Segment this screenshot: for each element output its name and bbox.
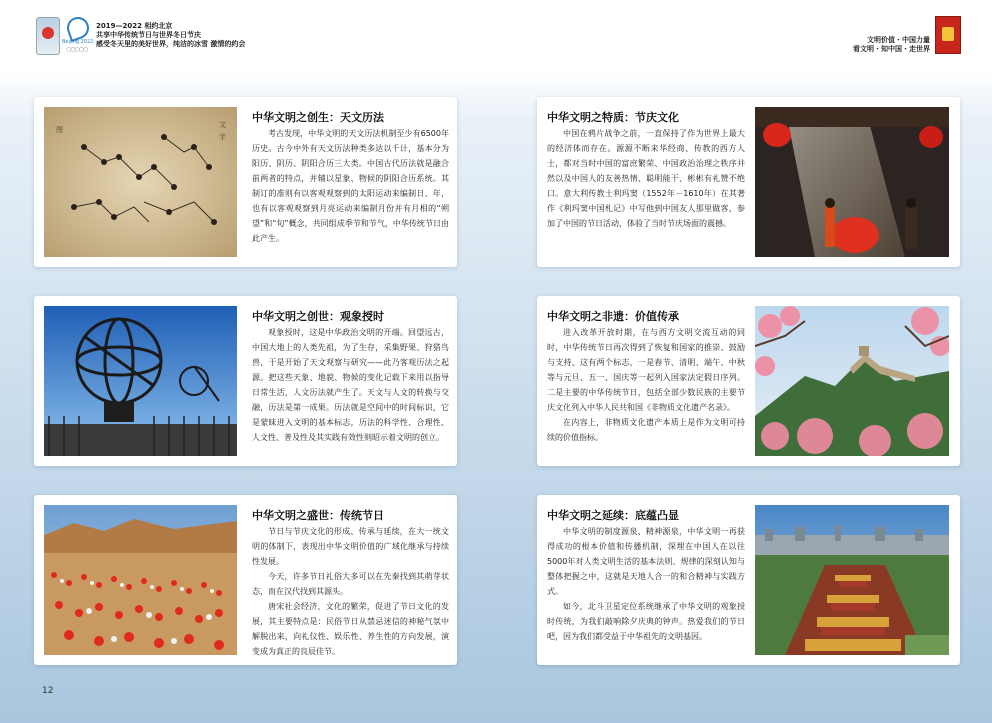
olympic-logo-text: Beijing 2022	[62, 39, 94, 45]
card-title: 中华文明之创生：天文历法	[252, 111, 384, 124]
svg-text:文: 文	[219, 121, 226, 129]
header-text-block	[96, 22, 245, 49]
article-card	[34, 97, 457, 267]
header-line: 感受冬天里的美好世界，纯洁的冰雪 激情的约会	[96, 40, 246, 48]
beijing-2022-logo	[62, 17, 92, 53]
card-body	[252, 126, 449, 246]
great-wall-blossoms-photo	[755, 306, 949, 456]
card-body	[547, 126, 745, 231]
forbidden-city-aerial-photo	[755, 505, 949, 655]
card-title: 中华文明之延续：底蕴凸显	[547, 509, 679, 522]
star-chart-photo	[44, 107, 237, 257]
card-paragraph: 在内容上，非物质文化遗产本质上是作为文明可持续的价值指标。	[547, 418, 745, 442]
page-number: 12	[42, 686, 54, 696]
card-body	[252, 325, 449, 445]
header-line: 2019—2022 相约北京	[96, 22, 173, 30]
card-title: 中华文明之特质：节庆文化	[547, 111, 679, 124]
card-paragraph: 如今，北斗卫星定位系统继承了中华文明的观象授时传统，为我们敲响除夕庆典的钟声。热爱我们的节日吧，因为我们都受益于中华祖先的文明基因。	[547, 602, 745, 641]
crowd-performance-photo	[44, 505, 237, 655]
lantern-festival-photo	[755, 107, 949, 257]
card-title: 中华文明之盛世：传统节日	[252, 509, 384, 522]
article-card	[34, 296, 457, 466]
header-right-line: 文明价值・中国力量	[867, 36, 930, 44]
card-body	[547, 325, 745, 445]
card-paragraph: 中国在鸦片战争之前，一直保持了作为世界上最大的经济体而存在。源源不断来华经商、传教的西方人士，都对当时中国的富庶繁荣、中国政治治理之秩序井然以及中国人的友善热情、聪明能干、彬彬有礼赞不绝口。意大利传教士利玛窦（1552年－1610年）在其著作《利玛窦中国札记》中写他到中国友人那里做客，参加了中国的节日活动，体验了当时节庆场面的震撼。	[547, 129, 745, 228]
card-paragraph: 中华文明的制度源泉、精神源泉，中华文明一再获得成功的根本价值和传播机制，深埋在中国人在以往5000年对人类文明生活的基本法则、规律的深刻认知与整体把握之中，这就是天地人合一的和合精神与实践方式。	[547, 527, 745, 596]
article-card	[537, 495, 960, 665]
card-paragraph: 考古发现，中华文明的天文历法机制至少有6500年历史。古今中外有天文历法种类多达以千计，基本分为阳历、阴历、阴阳合历三大类。中国古代历法就是融合前两者的特点，并辅以星象、物候的阴阳合历系统。其制订的准则有以客观观察到的太阳运动来编制日、年，也有以客观观察到月亮运动来编制月份并有月相的“朔望”和“旬”概念，共同组成季节和节气，中华传统节日由此产生。	[252, 129, 449, 243]
olympic-rings-icon: ○○○○○	[66, 46, 88, 53]
svg-text:字: 字	[219, 133, 226, 141]
page-header	[0, 0, 992, 60]
armillary-sphere-photo	[44, 306, 237, 456]
article-card	[537, 97, 960, 267]
card-body	[547, 524, 745, 644]
header-right-line: 看文明・知中国・走世界	[853, 45, 930, 53]
article-card	[537, 296, 960, 466]
red-banner-logo	[935, 16, 961, 54]
card-paragraph: 进入改革开放时期，在与西方文明交流互动的同时，中华传统节日再次得到了恢复和国家的推崇、鼓励与支持，这有两个标志，一是春节、清明、端午、中秋等与元旦、五一、国庆等一起列入国家法定假日序列。二是主要的中华传统节日，包括全部少数民族的主要节庆文化列入中华人民共和国《非物质文化遗产名录》。	[547, 328, 745, 412]
winter-olympics-emblem-icon	[64, 14, 92, 42]
card-paragraph: 今天，许多节日礼俗大多可以在先秦找到其萌芽状态，而在汉代找到其源头。	[252, 572, 449, 596]
header-line: 共享中华传统节日与世界冬日节庆	[96, 31, 201, 39]
article-card	[34, 495, 457, 665]
card-paragraph: 唐宋社会经济、文化的繁荣，促进了节日文化的发展，其主要特点是：民俗节日从禁忌迷信的神秘气氛中解脱出来，向礼仪性、娱乐性、养生性的方向发展，演变成为真正的良辰佳节。	[252, 602, 449, 656]
card-paragraph: 观象授时，这是中华政治文明的开端。回望远古，中国大地上的人类先祖，为了生存，采集野果、狩猎鸟兽，于是开始了天文观察与研究——此乃客观历法之起源。把这些天象、地貌、物候的变化记载下来用以指导日常生活，人文历法就产生了。天文与人文的转换与交融，历法是第一成果。历法就是空间中的时间标识，它是蒙昧进入文明的基本标志，历法的科学性、合理性、人文性、普及性及其实践有效性则昭示着文明的创立。	[252, 328, 449, 442]
card-title: 中华文明之创世：观象授时	[252, 310, 384, 323]
card-paragraph: 节日与节庆文化的形成、传承与延续，在大一统文明的体制下，表现出中华文明价值的广域化继承与持续性发展。	[252, 527, 449, 566]
svg-text:图: 图	[56, 126, 63, 134]
card-title: 中华文明之非遗：价值传承	[547, 310, 679, 323]
emblem-icon	[36, 17, 60, 55]
card-body	[252, 524, 449, 659]
header-right-text	[853, 36, 930, 54]
